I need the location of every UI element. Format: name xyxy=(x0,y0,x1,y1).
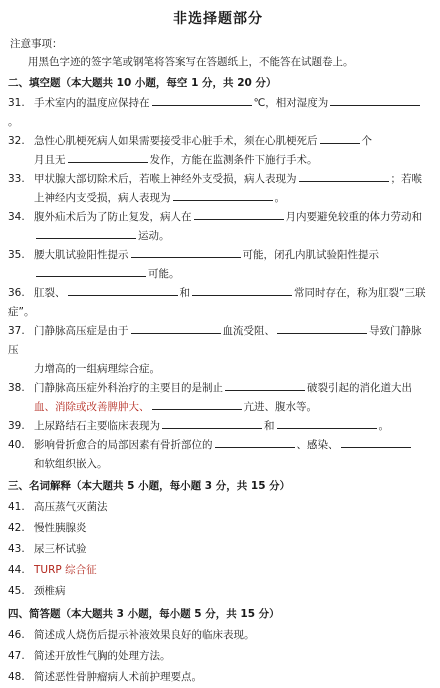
answer-blank[interactable] xyxy=(152,94,252,106)
answer-blank[interactable] xyxy=(173,189,273,201)
answer-blank[interactable] xyxy=(36,227,136,239)
question-41: 41. 高压蒸气灭菌法 xyxy=(8,501,108,513)
answer-blank[interactable] xyxy=(320,132,360,144)
notice-body: 用黑色字迹的签字笔或钢笔将答案写在答题纸上，不能答在试题卷上。 xyxy=(28,56,354,68)
answer-blank[interactable] xyxy=(192,284,292,296)
answer-blank[interactable] xyxy=(215,436,295,448)
answer-blank[interactable] xyxy=(299,170,389,182)
question-40: 40. 影响骨折愈合的局部因素有骨折部位的 、感染、 xyxy=(8,436,428,455)
notice-heading: 注意事项： xyxy=(10,38,63,50)
question-42: 42. 慢性胰腺炎 xyxy=(8,522,87,534)
answer-blank[interactable] xyxy=(131,246,241,258)
answer-blank[interactable] xyxy=(68,151,148,163)
question-36: 36. 肛裂、 和 常同时存在，称为肛裂“三联症”。 xyxy=(8,284,428,322)
question-33-cont: 上神经内支受损，病人表现为 。 xyxy=(8,189,428,208)
answer-blank[interactable] xyxy=(36,265,146,277)
question-33: 33. 甲状腺大部切除术后，若喉上神经外支受损，病人表现为 ；若喉 xyxy=(8,170,428,189)
answer-blank[interactable] xyxy=(194,208,284,220)
question-44: 44. TURP 综合征 xyxy=(8,564,97,576)
question-37-cont: 力增高的一组病理综合症。 xyxy=(34,363,160,375)
answer-blank[interactable] xyxy=(277,417,377,429)
question-38: 38. 门静脉高压症外科治疗的主要目的是制止 破裂引起的消化道大出 xyxy=(8,379,428,398)
page-title: 非选择题部分 xyxy=(173,11,263,27)
question-31: 31. 手术室内的温度应保持在 ℃，相对湿度为。 xyxy=(8,94,428,132)
question-43: 43. 尿三杯试验 xyxy=(8,543,87,555)
question-47: 47. 简述开放性气胸的处理方法。 xyxy=(8,650,171,662)
question-35-cont: 可能。 xyxy=(8,265,428,284)
question-40-cont: 和软组织嵌入。 xyxy=(34,458,108,470)
answer-blank[interactable] xyxy=(131,322,221,334)
question-32: 32. 急性心肌梗死病人如果需要接受非心脏手术，须在心肌梗死后 个 xyxy=(8,132,428,151)
answer-blank[interactable] xyxy=(277,322,367,334)
section-definitions-heading: 三、名词解释（本大题共 5 小题，每小题 3 分，共 15 分） xyxy=(8,480,291,492)
question-34: 34. 腹外疝术后为了防止复发，病人在 月内要避免较重的体力劳动和 xyxy=(8,208,428,227)
answer-blank[interactable] xyxy=(225,379,305,391)
section-short-answer-heading: 四、简答题（本大题共 3 小题，每小题 5 分，共 15 分） xyxy=(8,608,280,620)
answer-blank[interactable] xyxy=(330,94,420,106)
question-48: 48. 简述恶性骨肿瘤病人术前护理要点。 xyxy=(8,671,202,683)
answer-blank[interactable] xyxy=(152,398,242,410)
question-46: 46. 简述成人烧伤后提示补液效果良好的临床表现。 xyxy=(8,629,255,641)
question-32-cont: 月且无 发作，方能在监测条件下施行手术。 xyxy=(8,151,428,170)
answer-blank[interactable] xyxy=(162,417,262,429)
answer-blank[interactable] xyxy=(68,284,178,296)
question-37: 37. 门静脉高压症是由于 血流受阻、 导致门静脉压 xyxy=(8,322,428,360)
question-39: 39. 上尿路结石主要临床表现为 和 。 xyxy=(8,417,428,436)
section-fill-in-heading: 二、填空题（本大题共 10 小题，每空 1 分，共 20 分） xyxy=(8,77,277,89)
answer-blank[interactable] xyxy=(341,436,411,448)
question-45: 45. 颈椎病 xyxy=(8,585,66,597)
question-35: 35. 腰大肌试验阳性提示 可能，闭孔内肌试验阳性提示 xyxy=(8,246,428,265)
question-34-cont: 运动。 xyxy=(8,227,428,246)
question-38-cont: 血、消除或改善脾肿大、 亢进、腹水等。 xyxy=(8,398,428,417)
